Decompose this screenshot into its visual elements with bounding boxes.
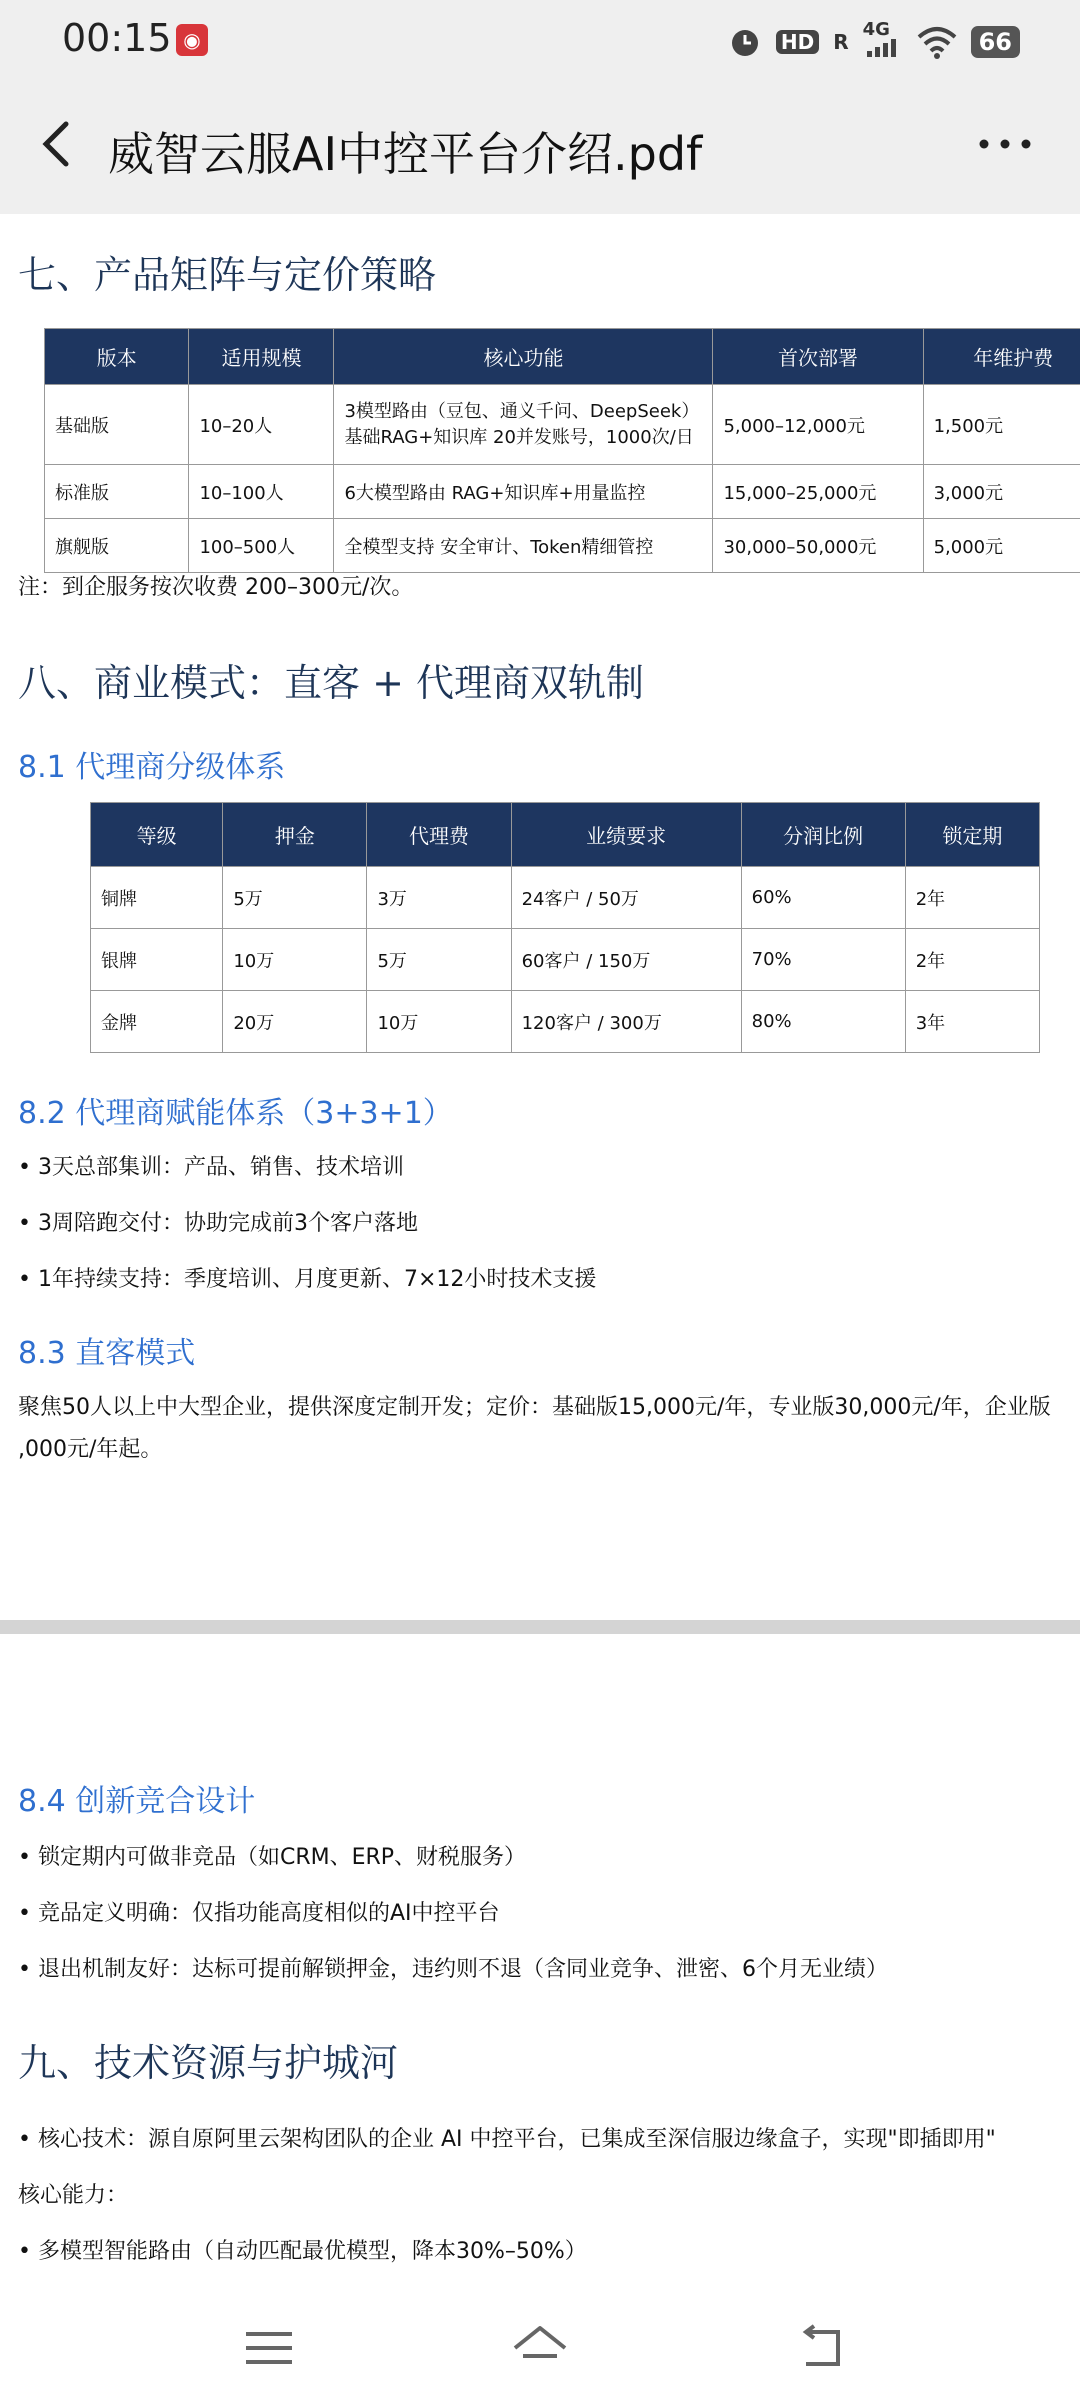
back-arrow-icon[interactable] bbox=[30, 114, 90, 174]
back-nav-icon[interactable] bbox=[788, 2318, 858, 2378]
col-header-agent-fee: 代理费 bbox=[367, 803, 511, 867]
cell-line: 3模型路由（豆包、通义千问、DeepSeek） bbox=[344, 400, 700, 422]
table-cell: 120客户 / 300万 bbox=[511, 991, 741, 1053]
wifi-icon bbox=[917, 25, 957, 59]
status-time: 00:15 bbox=[62, 16, 172, 60]
table-row bbox=[45, 519, 1080, 573]
status-bar bbox=[0, 0, 1080, 80]
table-cell: 2年 bbox=[905, 867, 1039, 929]
table-cell: 6大模型路由 RAG+知识库+用量监控 bbox=[334, 465, 713, 519]
table-cell: 24客户 / 50万 bbox=[511, 867, 741, 929]
table-cell: 基础版 bbox=[45, 385, 189, 465]
home-icon[interactable] bbox=[505, 2318, 575, 2378]
section-8-2-title: 8.2 代理商赋能体系（3+3+1） bbox=[18, 1096, 453, 1131]
table-cell: 60客户 / 150万 bbox=[511, 929, 741, 991]
direct-sales-text-line2: ,000元/年起。 bbox=[18, 1437, 163, 1462]
table-cell: 100–500人 bbox=[189, 519, 334, 573]
direct-sales-text-line1: 聚焦50人以上中大型企业，提供深度定制开发；定价：基础版15,000元/年，专业版30,000元/年，企业版 bbox=[18, 1395, 1051, 1420]
table-cell: 10万 bbox=[367, 991, 511, 1053]
col-header-scale: 适用规模 bbox=[189, 329, 334, 385]
table-row bbox=[91, 929, 1040, 991]
col-header-performance: 业绩要求 bbox=[511, 803, 741, 867]
table-cell: 1,500元 bbox=[923, 385, 1080, 465]
section-8-3-title: 8.3 直客模式 bbox=[18, 1336, 196, 1371]
cell-line: 基础RAG+知识库 20并发账号，1000次/日 bbox=[344, 426, 694, 448]
menu-icon[interactable] bbox=[234, 2318, 304, 2378]
table-cell: 70% bbox=[741, 929, 905, 991]
app-bar bbox=[0, 80, 1080, 214]
table-cell: 铜牌 bbox=[91, 867, 223, 929]
table-row bbox=[91, 867, 1040, 929]
table-cell: 10–100人 bbox=[189, 465, 334, 519]
battery-icon: 66 bbox=[971, 26, 1020, 58]
hd-badge: HD bbox=[776, 30, 819, 54]
agent-tier-table bbox=[90, 802, 1040, 1053]
table-cell: 3,000元 bbox=[923, 465, 1080, 519]
table-cell: 银牌 bbox=[91, 929, 223, 991]
system-nav-bar bbox=[0, 2290, 1080, 2408]
pdf-page-view[interactable] bbox=[0, 214, 1080, 2394]
list-item: • 3天总部集训：产品、销售、技术培训 bbox=[18, 1155, 404, 1180]
col-header-maintenance: 年维护费 bbox=[923, 329, 1080, 385]
alarm-icon bbox=[728, 25, 762, 59]
col-header-share-ratio: 分润比例 bbox=[741, 803, 905, 867]
table-cell: 标准版 bbox=[45, 465, 189, 519]
section-8-1-title: 8.1 代理商分级体系 bbox=[18, 750, 286, 785]
document-title: 威智云服AI中控平台介绍.pdf bbox=[108, 127, 703, 181]
roaming-label: R bbox=[833, 30, 849, 54]
table-cell: 2年 bbox=[905, 929, 1039, 991]
table-cell: 3年 bbox=[905, 991, 1039, 1053]
status-icons bbox=[728, 20, 1020, 64]
table-cell: 全模型支持 安全审计、Token精细管控 bbox=[334, 519, 713, 573]
network-type-label: 4G bbox=[862, 19, 890, 40]
pricing-table bbox=[44, 328, 1080, 573]
col-header-level: 等级 bbox=[91, 803, 223, 867]
table-cell: 旗舰版 bbox=[45, 519, 189, 573]
table-cell: 10–20人 bbox=[189, 385, 334, 465]
col-header-deposit: 押金 bbox=[223, 803, 367, 867]
list-item: • 退出机制友好：达标可提前解锁押金，违约则不退（含同业竞争、泄密、6个月无业绩） bbox=[18, 1957, 888, 1982]
list-item: • 锁定期内可做非竞品（如CRM、ERP、财税服务） bbox=[18, 1845, 527, 1870]
table-cell: 金牌 bbox=[91, 991, 223, 1053]
table-row bbox=[45, 465, 1080, 519]
section-9-title: 九、技术资源与护城河 bbox=[18, 2041, 399, 2085]
table-row bbox=[45, 385, 1080, 465]
more-options-icon[interactable] bbox=[970, 114, 1040, 174]
col-header-lock-period: 锁定期 bbox=[905, 803, 1039, 867]
table-cell: 5万 bbox=[223, 867, 367, 929]
table-cell bbox=[334, 385, 713, 465]
col-header-edition: 版本 bbox=[45, 329, 189, 385]
list-item: • 多模型智能路由（自动匹配最优模型，降本30%–50%） bbox=[18, 2239, 587, 2264]
list-item: • 1年持续支持：季度培训、月度更新、7×12小时技术支援 bbox=[18, 1267, 597, 1292]
table-cell: 30,000–50,000元 bbox=[713, 519, 923, 573]
table-cell: 60% bbox=[741, 867, 905, 929]
signal-icon bbox=[862, 19, 903, 59]
list-item: • 竞品定义明确：仅指功能高度相似的AI中控平台 bbox=[18, 1901, 500, 1926]
table-cell: 5万 bbox=[367, 929, 511, 991]
pricing-note: 注：到企服务按次收费 200–300元/次。 bbox=[18, 575, 414, 600]
table-cell: 15,000–25,000元 bbox=[713, 465, 923, 519]
table-cell: 3万 bbox=[367, 867, 511, 929]
list-item: • 3周陪跑交付：协助完成前3个客户落地 bbox=[18, 1211, 418, 1236]
section-8-title: 八、商业模式：直客 + 代理商双轨制 bbox=[18, 661, 644, 705]
table-cell: 5,000元 bbox=[923, 519, 1080, 573]
core-capability-label: 核心能力： bbox=[18, 2183, 129, 2208]
table-cell: 80% bbox=[741, 991, 905, 1053]
table-cell: 10万 bbox=[223, 929, 367, 991]
section-7-title: 七、产品矩阵与定价策略 bbox=[18, 253, 437, 297]
table-cell: 5,000–12,000元 bbox=[713, 385, 923, 465]
table-cell: 20万 bbox=[223, 991, 367, 1053]
core-tech-text: • 核心技术：源自原阿里云架构团队的企业 AI 中控平台，已集成至深信服边缘盒子，实现"即插即用" bbox=[18, 2127, 996, 2152]
col-header-deploy: 首次部署 bbox=[713, 329, 923, 385]
page-break bbox=[0, 1620, 1080, 1634]
col-header-features: 核心功能 bbox=[334, 329, 713, 385]
table-row bbox=[91, 991, 1040, 1053]
section-8-4-title: 8.4 创新竞合设计 bbox=[18, 1784, 256, 1819]
agent-table-header bbox=[91, 803, 1040, 867]
pricing-table-header bbox=[45, 329, 1080, 385]
app-notification-icon: ◉ bbox=[176, 24, 208, 56]
